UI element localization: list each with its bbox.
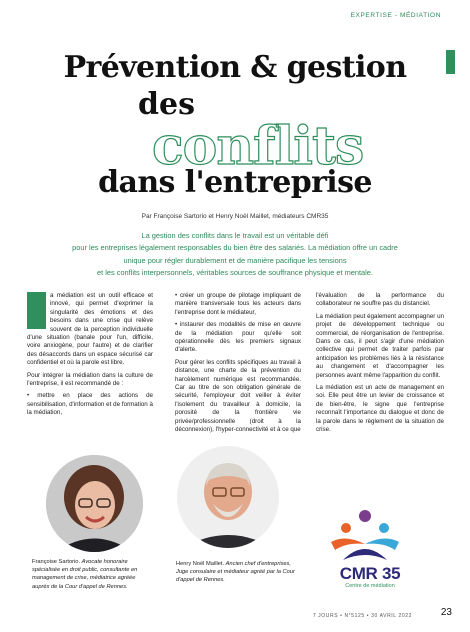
logo-tagline: Centre de médiation xyxy=(345,583,395,589)
text-column-3 xyxy=(316,292,444,439)
caption-person-1 xyxy=(32,558,152,591)
paragraph: La médiation est un acte de management en soi. Elle peut être un levier de croissance et de bien-être, le signe que l'entreprise reconnaît l'importance du dialogue et donc de la parole dans le règlement de la situation de crise. xyxy=(316,384,444,434)
paragraph: La médiation peut également accompagner un projet de développement technique ou commercial, de réorganisation de l'entreprise. Dans ce cas, il peut s'agir d'une médiation collective qui permet de traiter parfois par anticipation les problèmes liés à la résistance au changement et d'accompagner les personnes avant même l'apparition du conflit. xyxy=(316,312,444,379)
section-tag: EXPERTISE - MÉDIATION xyxy=(350,12,441,19)
portrait-illustration xyxy=(177,446,279,548)
title-line-4: dans l'entreprise xyxy=(98,165,372,200)
paragraph: a médiation est un outil efficace et innové, qui permet d'exprimer la singularité des émotions et des besoins dans une crise qui relève souvent de la perception individuelle d'une situation (banale pour l'un, difficile, voire anxiogène, pour l'autre) et de clarifier des désaccords dans un espace sécurisé car confidentiel et où la parole est libre. xyxy=(27,292,153,367)
portrait-illustration xyxy=(46,455,143,552)
caption-name: Henry Noël Maillet. xyxy=(176,561,225,567)
lead-line: et les conflits interpersonnels, véritables sources de souffrance physique et mentale. xyxy=(97,268,373,278)
paragraph: l'évaluation de la performance du collaborateur ne souffre pas du distanciel. xyxy=(316,292,444,308)
caption-name: Françoise Sartorio. xyxy=(32,559,81,565)
drop-cap-block xyxy=(27,292,46,329)
issue-info: 7 JOURS • N°5125 • 30 AVRIL 2022 xyxy=(312,613,412,619)
paragraph: Pour gérer les conflits spécifiques au travail à distance, une charte de la prévention du harcèlement numérique est recommandée. Car au titre de son obligation générale de sécurité, l'employeur doit veiller à éviter l'isolement du travailleur à domicile, la porosité de la frontière vie privée/professionnelle (droit à la déconnexion), l'hyper-connectivité et à ce que xyxy=(175,358,301,434)
title-line-2: des xyxy=(138,87,195,122)
lead-line: pour les entreprises légalement responsables du bien être des salariés. La médiation offre un cadre xyxy=(72,243,398,253)
caption-role: Avocate honoraire spécialisée en droit public, consultante en management de crise, médiatrice agréée auprès de la Cour d'appel de Rennes. xyxy=(32,559,138,590)
caption-role: Ancien chef d'entreprises, Juge consulaire et médiateur agréé par la Cour d'appel de Rennes. xyxy=(176,561,295,584)
portrait-henry-noel-maillet xyxy=(177,446,279,548)
portrait-francoise-sartorio xyxy=(46,455,143,552)
page-number: 23 xyxy=(440,607,452,618)
paragraph: • mettre en place des actions de sensibilisation, d'information et de formation à la médiation, xyxy=(27,392,153,417)
title-line-1: Prévention & gestion xyxy=(63,50,407,85)
paragraph: Pour intégrer la médiation dans la culture de l'entreprise, il est recommandé de : xyxy=(27,371,153,388)
title-line-3: conflits xyxy=(152,116,364,177)
paragraph: • créer un groupe de pilotage impliquant de manière transversale tous les acteurs dans l'entreprise dont le médiateur, xyxy=(175,292,301,316)
text-column-2 xyxy=(175,292,301,439)
lead-line: unique pour régler durablement et de manière pacifique les tensions xyxy=(123,255,347,265)
lead-paragraph xyxy=(30,230,440,280)
caption-person-2 xyxy=(176,560,300,585)
logo-wordmark: CMR 35 xyxy=(339,564,401,583)
lead-line: La gestion des conflits dans le travail est un véritable défi xyxy=(141,231,329,240)
byline: Par Françoise Sartorio et Henry Noël Maillet, médiateurs CMR35 xyxy=(141,213,329,220)
paragraph: • instaurer des modalités de mise en œuvre de la médiation pour qu'elle soit opérationnelle dès les premiers signaux d'alerte. xyxy=(175,321,301,354)
text-column-1 xyxy=(27,292,153,422)
